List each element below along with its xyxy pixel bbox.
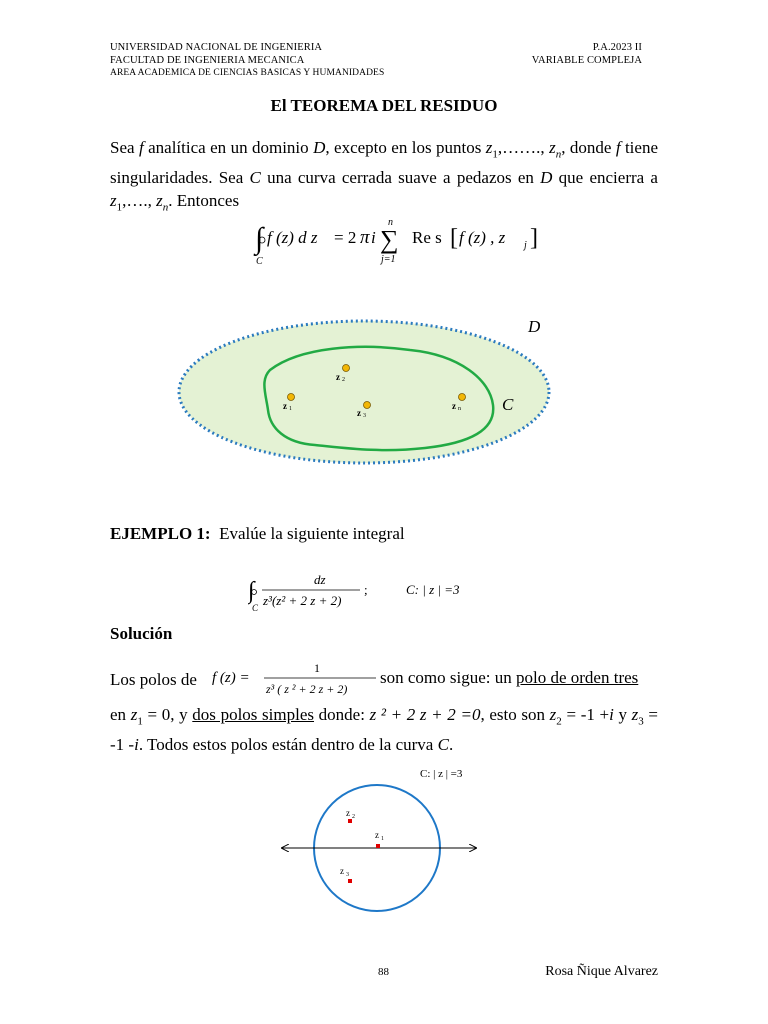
text: = 0, y: [142, 705, 193, 724]
var-z: z: [549, 705, 557, 724]
text: son como sigue: un: [380, 668, 516, 687]
point-zn: [459, 394, 466, 401]
order-three-pole: polo de orden tres: [516, 668, 639, 687]
point-z3-sub: 3: [346, 872, 349, 878]
var-i: i: [609, 705, 614, 724]
var-z: z: [485, 138, 493, 157]
formula-arg: f (z) , z: [459, 228, 506, 247]
text: = -1 +: [561, 705, 610, 724]
header-left: [110, 42, 384, 80]
sub: n: [162, 201, 169, 214]
point-z1-sub: 1: [289, 406, 292, 412]
right-bracket: ]: [530, 225, 538, 251]
var-z: z: [130, 705, 138, 724]
point-z1: [288, 394, 295, 401]
formula-res: Re s: [412, 228, 442, 247]
quadratic-equation: z ² + 2 z + 2 =0: [369, 705, 481, 724]
header-course: VARIABLE COMPLEJA: [531, 54, 642, 66]
contour-integral-sign: ∫: [255, 222, 264, 255]
point-z2-sub: 2: [342, 377, 345, 383]
point-z2-label: z: [346, 808, 350, 818]
function-lhs: f (z) =: [212, 670, 250, 686]
formula-lhs: f (z) d z: [267, 228, 318, 247]
text: que encierra a: [552, 168, 658, 188]
function-denominator: z³ ( z ² + 2 z + 2): [266, 682, 348, 696]
point-zn-sub: n: [458, 406, 461, 412]
header-period: P.A.2023 II: [592, 42, 642, 53]
text: = -1 -: [110, 705, 659, 755]
integral-subscript: C: [256, 256, 263, 267]
sum-bottom: j=1: [381, 254, 396, 265]
point-z2: [343, 365, 350, 372]
curve-label: C: [502, 395, 514, 414]
domain-label: D: [528, 317, 541, 336]
text: , esto son: [480, 705, 550, 724]
text: en: [110, 705, 131, 724]
solution-heading: Solución: [110, 624, 173, 643]
page-title: El TEOREMA DEL RESIDUO: [270, 96, 498, 115]
header-area: AREA ACADEMICA DE CIENCIAS BASICAS Y HUMANIDADES: [110, 68, 385, 78]
header-right: [532, 42, 642, 67]
point-z3: [364, 402, 371, 409]
header-university: UNIVERSIDAD NACIONAL DE INGENIERIA: [110, 42, 323, 53]
point-z3-label: z: [357, 408, 361, 418]
var-i: i: [134, 735, 139, 755]
point-z2-sub: 2: [352, 814, 355, 820]
text: ,….,: [122, 191, 157, 211]
left-bracket: [: [450, 225, 458, 251]
var-C: C: [249, 168, 261, 188]
text: una curva cerrada suave a pedazos en: [260, 168, 541, 188]
formula-eq: = 2: [334, 228, 357, 247]
contour-spec: C: | z | =3: [406, 582, 460, 597]
simple-poles: dos polos simples: [192, 705, 315, 724]
residue-domain-diagram: [170, 305, 570, 495]
text: Los polos de: [110, 670, 197, 689]
domain-region: [179, 321, 549, 463]
text: , excepto en los puntos: [325, 138, 486, 157]
formula-pi: π: [360, 227, 370, 248]
point-z2-label: z: [336, 372, 340, 382]
text: , donde: [561, 138, 616, 157]
text: analítica en un dominio: [143, 138, 314, 157]
var-f: f: [138, 138, 144, 157]
contour-integral-sign: ∫: [248, 578, 255, 604]
sub: 1: [137, 715, 143, 728]
example-text: Evalúe la siguiente integral: [219, 524, 405, 543]
header-faculty: FACULTAD DE INGENIERIA MECANICA: [110, 54, 305, 66]
var-D: D: [540, 168, 553, 188]
var-C: C: [437, 735, 449, 755]
integral-numerator: dz: [314, 572, 326, 587]
solution-line-1b: [380, 668, 638, 688]
text: ,…….,: [497, 138, 550, 157]
sub: 1: [116, 201, 123, 214]
example-heading: [110, 522, 658, 545]
point-z1-label: z: [375, 830, 379, 840]
var-f: f: [615, 138, 621, 157]
sub: n: [555, 148, 562, 161]
integral-denominator: z³(z² + 2 z + 2): [263, 593, 342, 608]
residue-theorem-formula: [240, 212, 540, 272]
text: .: [448, 735, 454, 755]
text: . Todos estos polos están dentro de la curva: [138, 735, 438, 755]
sum-sign: ∑: [380, 225, 399, 254]
example-label: EJEMPLO 1:: [110, 524, 211, 543]
var-z: z: [549, 138, 556, 157]
function-numerator: 1: [314, 661, 320, 675]
example-integral: [248, 570, 488, 616]
point-z3-sub: 3: [363, 413, 366, 419]
point-z3: [348, 879, 352, 883]
var-z: z: [631, 705, 639, 724]
text: . Entonces: [168, 191, 240, 211]
point-z1: [376, 844, 380, 848]
separator: ;: [364, 582, 368, 597]
point-z1-label: z: [283, 401, 287, 411]
sub: 1: [492, 148, 498, 161]
sub: 2: [556, 715, 562, 728]
page-number: 88: [378, 966, 389, 978]
sum-top: n: [388, 217, 393, 228]
point-z1-sub: 1: [381, 836, 384, 842]
sub: 3: [638, 715, 644, 728]
text: donde:: [314, 705, 370, 724]
integral-subscript: C: [252, 603, 259, 613]
poles-circle-diagram: [270, 762, 500, 942]
solution-paragraph: [110, 703, 658, 757]
intro-paragraph: [110, 136, 658, 220]
formula-i: i: [371, 228, 376, 247]
pole-function: [210, 658, 380, 698]
arg-subscript: j: [524, 240, 527, 251]
var-z: z: [110, 191, 117, 211]
point-zn-label: z: [452, 401, 456, 411]
text: y: [613, 705, 632, 724]
author: Rosa Ñique Alvarez: [545, 964, 658, 979]
text: tiene singularidades. Sea: [110, 138, 658, 188]
var-D: D: [313, 138, 326, 157]
var-z: z: [156, 191, 163, 211]
point-z3-label: z: [340, 866, 344, 876]
text: Sea: [110, 138, 139, 157]
circle-caption: C: | z | =3: [420, 768, 463, 780]
